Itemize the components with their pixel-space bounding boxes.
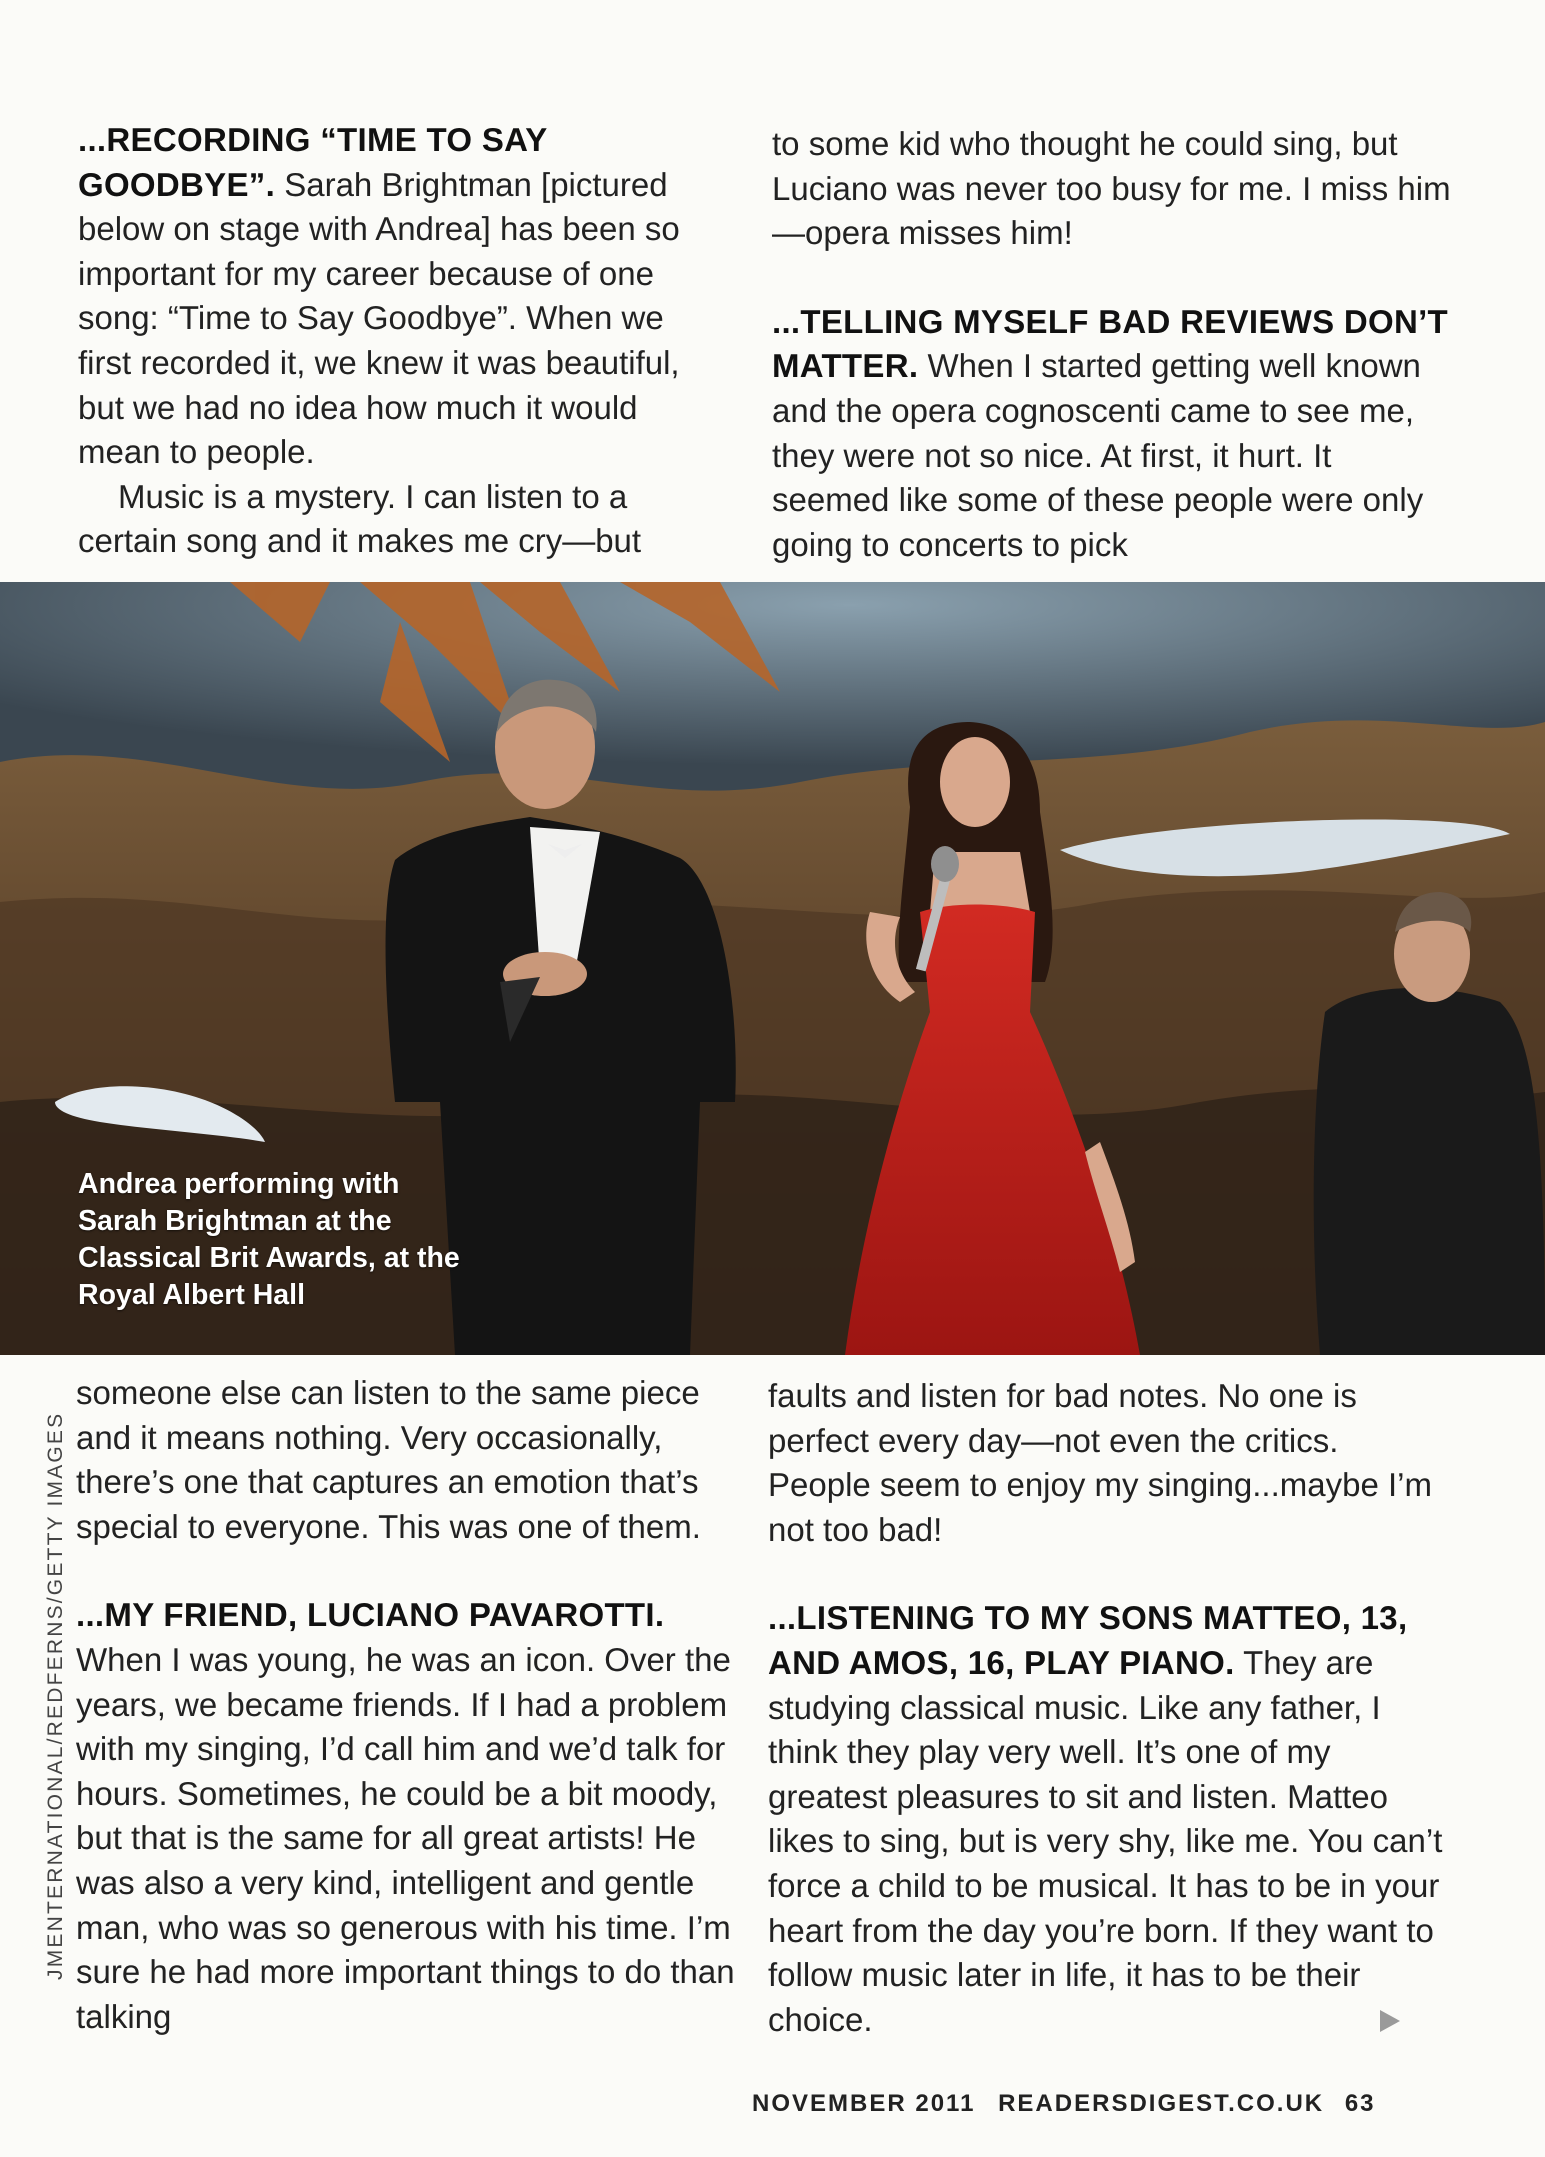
section-heading-recording: ...RECORDING “TIME TO SAY GOODBYE”. [78,121,547,203]
stage-photo [0,582,1545,1355]
section-heading-sons-piano: ...LISTENING TO MY SONS MATTEO, 13, AND AMOS, 16, PLAY PIANO. [768,1599,1408,1681]
article-column-bottom-left [76,1371,736,2039]
page-footer [752,2090,1376,2118]
paragraph-text: faults and listen for bad notes. No one is perfect every day—not even the critics. People seem to enjoy my singing...maybe I’m not too bad! [768,1377,1432,1548]
paragraph-text: Sarah Brightman [pictured below on stage with Andrea] has been so important for my career because of one song: “Time to Say Goodbye”. When we first recorded it, we knew it was beautiful, but we had no idea how much it would mean to people. [78,165,680,471]
paragraph-text: someone else can listen to the same piece and it means nothing. Very occasionally, there’s one that captures an emotion that’s special to everyone. This was one of them. [76,1374,701,1545]
section-heading-pavarotti: ...MY FRIEND, LUCIANO PAVAROTTI. [76,1596,665,1634]
paragraph-text: Music is a mystery. I can listen to a certain song and it makes me cry—but [78,477,642,560]
paragraph [772,300,1452,568]
footer-site: READERSDIGEST.CO.UK [998,2090,1325,2117]
paragraph-text: When I started getting well known and the opera cognoscenti came to see me, they were not so nice. At first, it hurt. It seemed like some of these people were only going to concerts to pick [772,347,1424,563]
photo-caption: Andrea performing with Sarah Brightman at the Classical Brit Awards, at the Royal Albert Hall [78,1168,460,1311]
continue-arrow-icon [1380,2010,1400,2032]
paragraph [768,1596,1448,2042]
article-column-bottom-right [768,1374,1448,2042]
paragraph-text: They are studying classical music. Like any father, I think they play very well. It’s one of my greatest pleasures to sit and listen. Matteo likes to sing, but is very shy, like me. You can’t force a child to be musical. It has to be in your heart from the day you’re born. If they want to follow music later in life, it has to be their choice. [768,1643,1443,2038]
article-column-top-right [772,122,1452,567]
page-number: 63 [1344,2090,1376,2117]
article-column-top-left [78,118,718,564]
paragraph-text: to some kid who thought he could sing, but Luciano was never too busy for me. I miss him—opera misses him! [772,125,1451,252]
paragraph [78,118,718,475]
paragraph [76,1593,736,2039]
footer-date: NOVEMBER 2011 [752,2090,976,2117]
section-heading-bad-reviews: ...TELLING MYSELF BAD REVIEWS DON’T MATTER. [772,302,1449,385]
paragraph-text: When I was young, he was an icon. Over the years, we became friends. If I had a problem with my singing, I’d call him and we’d talk for hours. Sometimes, he could be a bit moody, but that is the same for all great artists! He was also a very kind, intelligent and gentle man, who was so generous with his time. I’m sure he had more important things to do than talking [76,1640,735,2035]
photo-credit: JMENTERNATIONAL/REDFERNS/GETTY IMAGES [44,1411,67,1980]
